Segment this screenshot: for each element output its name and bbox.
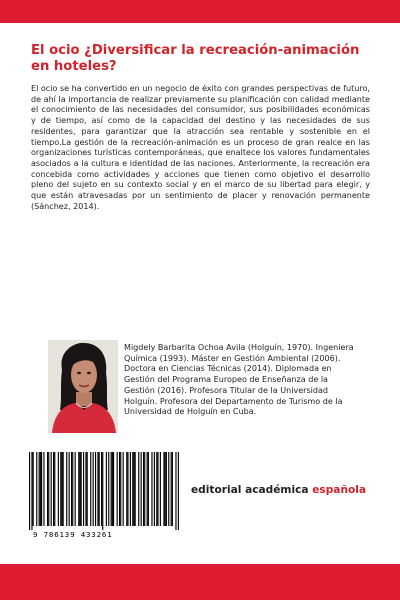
isbn-number: 9 786139 433261	[33, 530, 113, 539]
barcode-bar	[156, 452, 157, 526]
barcode-bar	[102, 452, 103, 530]
barcode-bar	[175, 452, 176, 530]
barcode-bar	[72, 452, 73, 526]
barcode-bar	[90, 452, 91, 526]
barcode-bar	[47, 452, 48, 526]
barcode-bar	[111, 452, 112, 526]
barcode-bar	[51, 452, 52, 526]
barcode-bar	[108, 452, 109, 526]
barcode-bar	[48, 452, 49, 526]
barcode-bar	[58, 452, 59, 526]
barcode-bar	[160, 452, 161, 526]
author-biography: Migdely Barbarita Ochoa Avila (Holguín, 1970). Ingeniera Química (1993). Máster en Gestión Ambiental (2006). Doctora en Ciencias Técnicas (2014). Diplomada en Gestión del Programa Europeo de Enseñanza de la Gestión (2016). Profesora Titular de la Universidad Holguín. Profesora del Departamento de Turismo de la Universidad de Holguín en Cuba.	[124, 343, 354, 417]
barcode-bar	[60, 452, 61, 526]
barcode-bar	[43, 452, 44, 526]
barcode-bar	[168, 452, 169, 526]
barcode-bar	[172, 452, 173, 526]
barcode-bar	[106, 452, 107, 526]
barcode-bar	[93, 452, 94, 526]
barcode-bar	[33, 452, 34, 526]
barcode-bar	[41, 452, 42, 526]
barcode-bar	[133, 452, 134, 526]
book-description: El ocio se ha convertido en un negocio de éxito con grandes perspectivas de futuro, de ahí la importancia de realizar previamente su planificación con calidad mediante el conocimiento de las necesidades del consumidor, sus posibilidades económicas y de tiempo, así como de la capacidad del destino y las necesidades de sus residentes, para garantizar que la atracción sea rentable y sostenible en el tiempo.La gestión de la recreación-animación es un proceso de gran realce en las organizaciones turísticas contemporáneas, que enaltece los valores fundamentales asociados a la cultura e identidad de las naciones. Anteriormente, la recreación era concebida como actividades y acciones que tienen como objetivo el desarrollo pleno del sujeto en su contexto social y en el marco de su libertad para elegir, y que están atravesadas por un sentimiento de placer y renovación permanente (Sánchez, 2014).	[31, 84, 370, 211]
barcode-bar	[66, 452, 67, 526]
publisher-logo	[191, 484, 381, 497]
barcode-bar	[141, 452, 142, 526]
barcode-bar	[157, 452, 158, 526]
barcode-bar	[63, 452, 64, 526]
barcode-bar	[127, 452, 128, 526]
barcode-bar	[97, 452, 98, 526]
barcode-bar	[81, 452, 82, 526]
barcode-bar	[39, 452, 40, 526]
barcode-bar	[29, 452, 30, 530]
barcode-bar	[85, 452, 86, 526]
barcode-bar	[171, 452, 172, 526]
barcode-bar	[36, 452, 37, 526]
barcode-bar	[112, 452, 113, 526]
barcode-bar	[40, 452, 41, 526]
barcode-bar	[95, 452, 96, 526]
barcode-bar	[31, 452, 32, 530]
barcode-bar	[148, 452, 149, 526]
isbn-barcode	[29, 452, 179, 536]
barcode-bar	[120, 452, 121, 526]
barcode-bar	[144, 452, 145, 526]
barcode-bar	[151, 452, 152, 526]
barcode-bar	[79, 452, 80, 526]
barcode-bar	[53, 452, 54, 526]
barcode-bar	[126, 452, 127, 526]
barcode-bar	[135, 452, 136, 526]
barcode-bar	[132, 452, 133, 526]
barcode-bar	[166, 452, 167, 526]
barcode-bar	[165, 452, 166, 526]
barcode-bar	[69, 452, 70, 526]
barcode-bar	[83, 452, 84, 526]
barcode-bar	[178, 452, 179, 530]
barcode-bar	[119, 452, 120, 526]
bottom-red-band	[0, 564, 400, 600]
barcode-bar	[99, 452, 100, 526]
barcode-bar	[75, 452, 76, 526]
barcode-bar	[87, 452, 88, 526]
barcode-bar	[78, 452, 79, 526]
barcode-bar	[147, 452, 148, 526]
barcode-bar	[138, 452, 139, 526]
barcode-bar	[61, 452, 62, 526]
barcode-bar	[123, 452, 124, 526]
barcode-bar	[113, 452, 114, 526]
publisher-name: editorial académica	[191, 484, 309, 496]
barcode-bar	[143, 452, 144, 526]
book-title: El ocio ¿Diversificar la recreación-animación en hoteles?	[31, 43, 360, 74]
barcode-bar	[101, 452, 102, 526]
barcode-bar	[71, 452, 72, 526]
author-photo	[48, 340, 118, 433]
top-red-band	[0, 0, 400, 23]
barcode-bar	[130, 452, 131, 526]
barcode-bar	[54, 452, 55, 526]
barcode-bar	[163, 452, 164, 526]
publisher-name-accent: española	[312, 484, 367, 496]
barcode-bar	[154, 452, 155, 526]
barcode-bar	[117, 452, 118, 526]
